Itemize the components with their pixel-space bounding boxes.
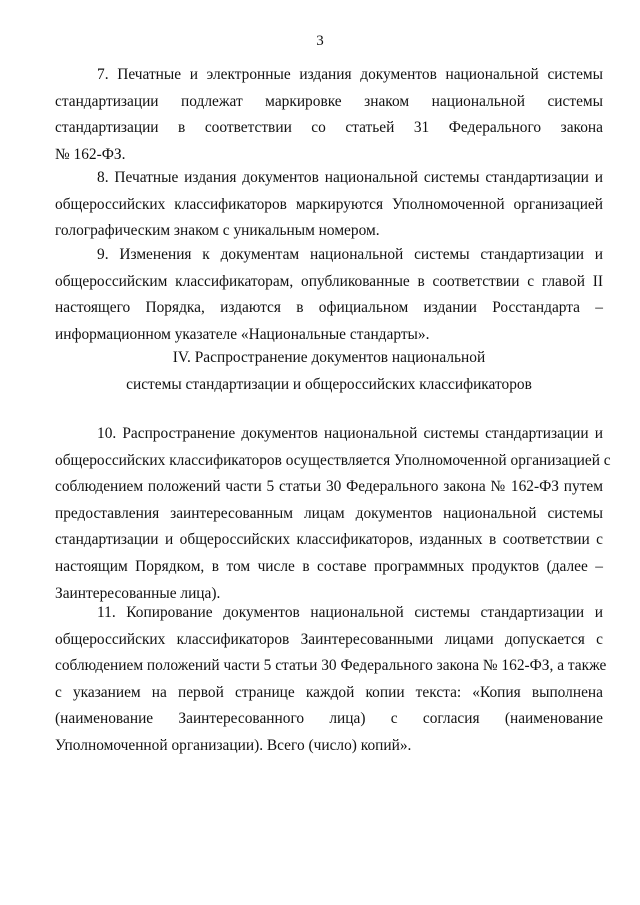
paragraph-line: соблюдением положений части 5 статьи 30 Федерального закона № 162-ФЗ путем <box>55 478 603 496</box>
paragraph-line: 7. Печатные и электронные издания документов национальной системы <box>97 66 603 83</box>
paragraph-line: голографическим знаком с уникальным номером. <box>55 222 380 240</box>
paragraph-line: 11. Копирование документов национальной системы стандартизации и <box>97 604 603 621</box>
section-heading-line: IV. Распространение документов национальной <box>172 349 486 366</box>
paragraph-line: общероссийских классификаторов маркируются Уполномоченной организацией <box>55 195 603 213</box>
section-heading-iv <box>55 345 603 398</box>
paragraph-8 <box>55 165 603 245</box>
paragraph-line: стандартизации и общероссийских классификаторов, изданных в соответствии с <box>55 531 603 549</box>
paragraph-line: с указанием на первой странице каждой копии текста: «Копия выполнена <box>55 683 603 701</box>
paragraph-line: Заинтересованные лица). <box>55 584 221 602</box>
paragraph-line: стандартизации подлежат маркировке знаком национальной системы <box>55 92 603 110</box>
paragraph-11 <box>55 600 607 760</box>
paragraph-line: 8. Печатные издания документов национальной системы стандартизации и <box>97 169 603 186</box>
paragraph-7 <box>55 62 603 168</box>
paragraph-line: 9. Изменения к документам национальной системы стандартизации и <box>97 246 603 263</box>
paragraph-line: общероссийских классификаторов Заинтересованными лицами допускается с <box>55 630 603 648</box>
page-number: 3 <box>316 33 324 49</box>
section-heading-line: системы стандартизации и общероссийских классификаторов <box>126 375 532 393</box>
paragraph-10 <box>55 421 611 607</box>
paragraph-line: № 162-ФЗ. <box>55 145 126 163</box>
paragraph-9 <box>55 242 603 348</box>
paragraph-line: общероссийским классификаторам, опубликованные в соответствии с главой II <box>55 272 603 290</box>
paragraph-line: соблюдением положений части 5 статьи 30 Федерального закона № 162-ФЗ, а также <box>55 657 607 675</box>
paragraph-line: настоящим Порядком, в том числе в составе программных продуктов (далее – <box>55 557 603 575</box>
paragraph-line: информационном указателе «Национальные стандарты». <box>55 325 430 343</box>
paragraph-line: стандартизации в соответствии со статьей 31 Федерального закона <box>55 119 603 137</box>
paragraph-line: Уполномоченной организации). Всего (число) копий». <box>55 736 412 754</box>
paragraph-line: предоставления заинтересованным лицам документов национальной системы <box>55 504 603 522</box>
paragraph-line: настоящего Порядка, издаются в официальном издании Росстандарта – <box>55 299 603 317</box>
paragraph-line: общероссийских классификаторов осуществляется Уполномоченной организацией с <box>55 451 611 469</box>
paragraph-line: (наименование Заинтересованного лица) с согласия (наименование <box>55 710 603 728</box>
paragraph-line: 10. Распространение документов национальной системы стандартизации и <box>97 425 603 442</box>
